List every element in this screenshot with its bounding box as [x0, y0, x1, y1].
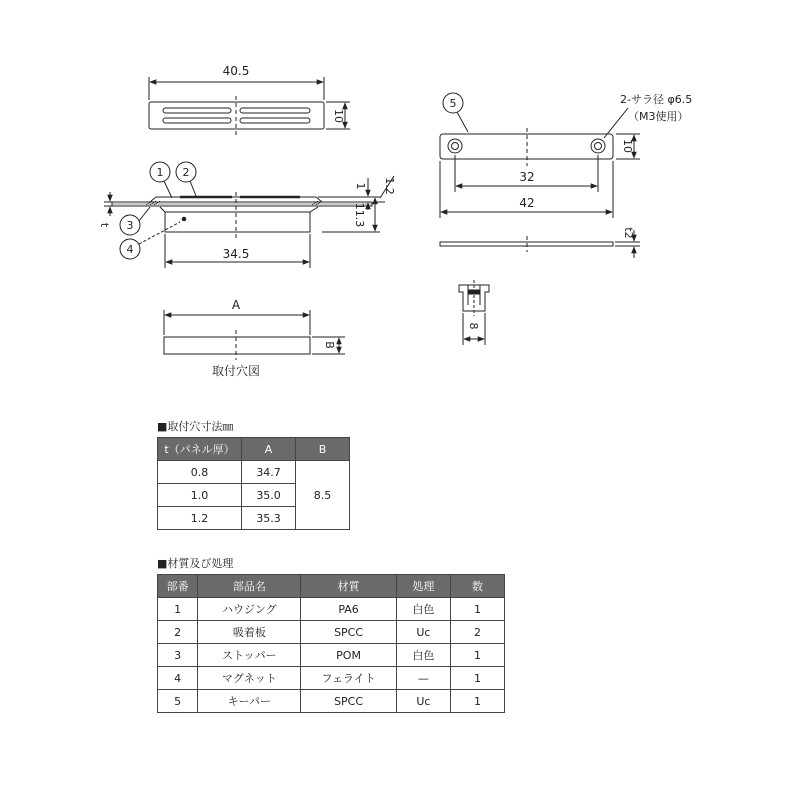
callout-5: 5 — [449, 97, 457, 110]
table-cell: ストッパー — [198, 644, 301, 667]
table1-title: ■取付穴寸法㎜ — [157, 420, 234, 433]
callout-1: 1 — [156, 166, 164, 179]
table-cell: Uc — [396, 621, 450, 644]
table-row — [158, 621, 505, 644]
table2-header-treatment: 処理 — [396, 575, 450, 598]
table1-header-t: t（パネル厚） — [158, 438, 242, 461]
table-cell: 1.0 — [158, 484, 242, 507]
table-cell: 1 — [450, 644, 504, 667]
mount-hole-table — [157, 437, 350, 530]
table-cell: Uc — [396, 690, 450, 713]
table-row — [158, 644, 505, 667]
dim-keeper-length: 42 — [519, 196, 535, 210]
magnet-top-view — [149, 77, 350, 135]
table2-header-material: 材質 — [301, 575, 397, 598]
callout-4: 4 — [126, 243, 134, 256]
mount-hole-caption: 取付穴図 — [211, 364, 261, 378]
dim-flange-total: 1.2 — [383, 177, 396, 195]
table-cell: 2 — [158, 621, 198, 644]
table2-header-name: 部品名 — [198, 575, 301, 598]
table2-header-no: 部番 — [158, 575, 198, 598]
table2-header-qty: 数 — [450, 575, 504, 598]
dim-keeper-pitch: 32 — [519, 170, 535, 184]
table-cell: 白色 — [396, 644, 450, 667]
table-cell: 3 — [158, 644, 198, 667]
table-cell: フェライト — [301, 667, 397, 690]
table1-header-b: B — [296, 438, 350, 461]
table-cell: 吸着板 — [198, 621, 301, 644]
dim-body-height: 11.3 — [353, 202, 366, 228]
table-cell: 1 — [450, 690, 504, 713]
table1-header-a: A — [242, 438, 296, 461]
keeper-side-view — [440, 230, 640, 258]
dim-keeper-width: 10 — [621, 139, 634, 153]
table-cell: PA6 — [301, 598, 397, 621]
table-cell: 4 — [158, 667, 198, 690]
materials-table — [157, 574, 505, 713]
table-cell: 1.2 — [158, 507, 242, 530]
table-cell: POM — [301, 644, 397, 667]
table-cell: ハウジング — [198, 598, 301, 621]
table-cell: 35.3 — [242, 507, 296, 530]
dim-flange: 1 — [354, 182, 367, 190]
table-cell: 1 — [450, 598, 504, 621]
table-cell: キーパー — [198, 690, 301, 713]
mount-hole-view — [164, 310, 345, 360]
table-cell: 5 — [158, 690, 198, 713]
dim-top-width: 10 — [332, 109, 345, 123]
table-row — [158, 461, 350, 484]
dim-hole-b: B — [323, 341, 336, 349]
dim-body-length: 34.5 — [222, 247, 250, 261]
table-cell: マグネット — [198, 667, 301, 690]
table-row — [158, 598, 505, 621]
table2-title: ■材質及び処理 — [157, 557, 234, 570]
table-cell: 1 — [450, 667, 504, 690]
keeper-screw-note: （M3使用） — [628, 110, 689, 123]
table-cell: — — [396, 667, 450, 690]
keeper-top-view — [440, 93, 640, 218]
table-cell: 0.8 — [158, 461, 242, 484]
table-cell: 1 — [158, 598, 198, 621]
table1-b-value: 8.5 — [296, 461, 350, 530]
dim-keeper-thickness: t2 — [622, 227, 635, 239]
keeper-hole-note: 2-サラ径 φ6.5 — [620, 93, 693, 106]
table-cell: 35.0 — [242, 484, 296, 507]
table-cell: SPCC — [301, 690, 397, 713]
table-row — [158, 667, 505, 690]
callout-3: 3 — [126, 219, 134, 232]
table-cell: SPCC — [301, 621, 397, 644]
callout-2: 2 — [182, 166, 190, 179]
table-cell: 34.7 — [242, 461, 296, 484]
table-cell: 2 — [450, 621, 504, 644]
table-cell: 白色 — [396, 598, 450, 621]
dim-panel-thickness: t — [98, 222, 111, 228]
dim-hole-a: A — [231, 298, 241, 312]
magnet-end-view — [459, 280, 489, 345]
dim-overall-length: 40.5 — [222, 64, 250, 78]
table-row — [158, 690, 505, 713]
dim-end-width: 8 — [467, 322, 480, 330]
